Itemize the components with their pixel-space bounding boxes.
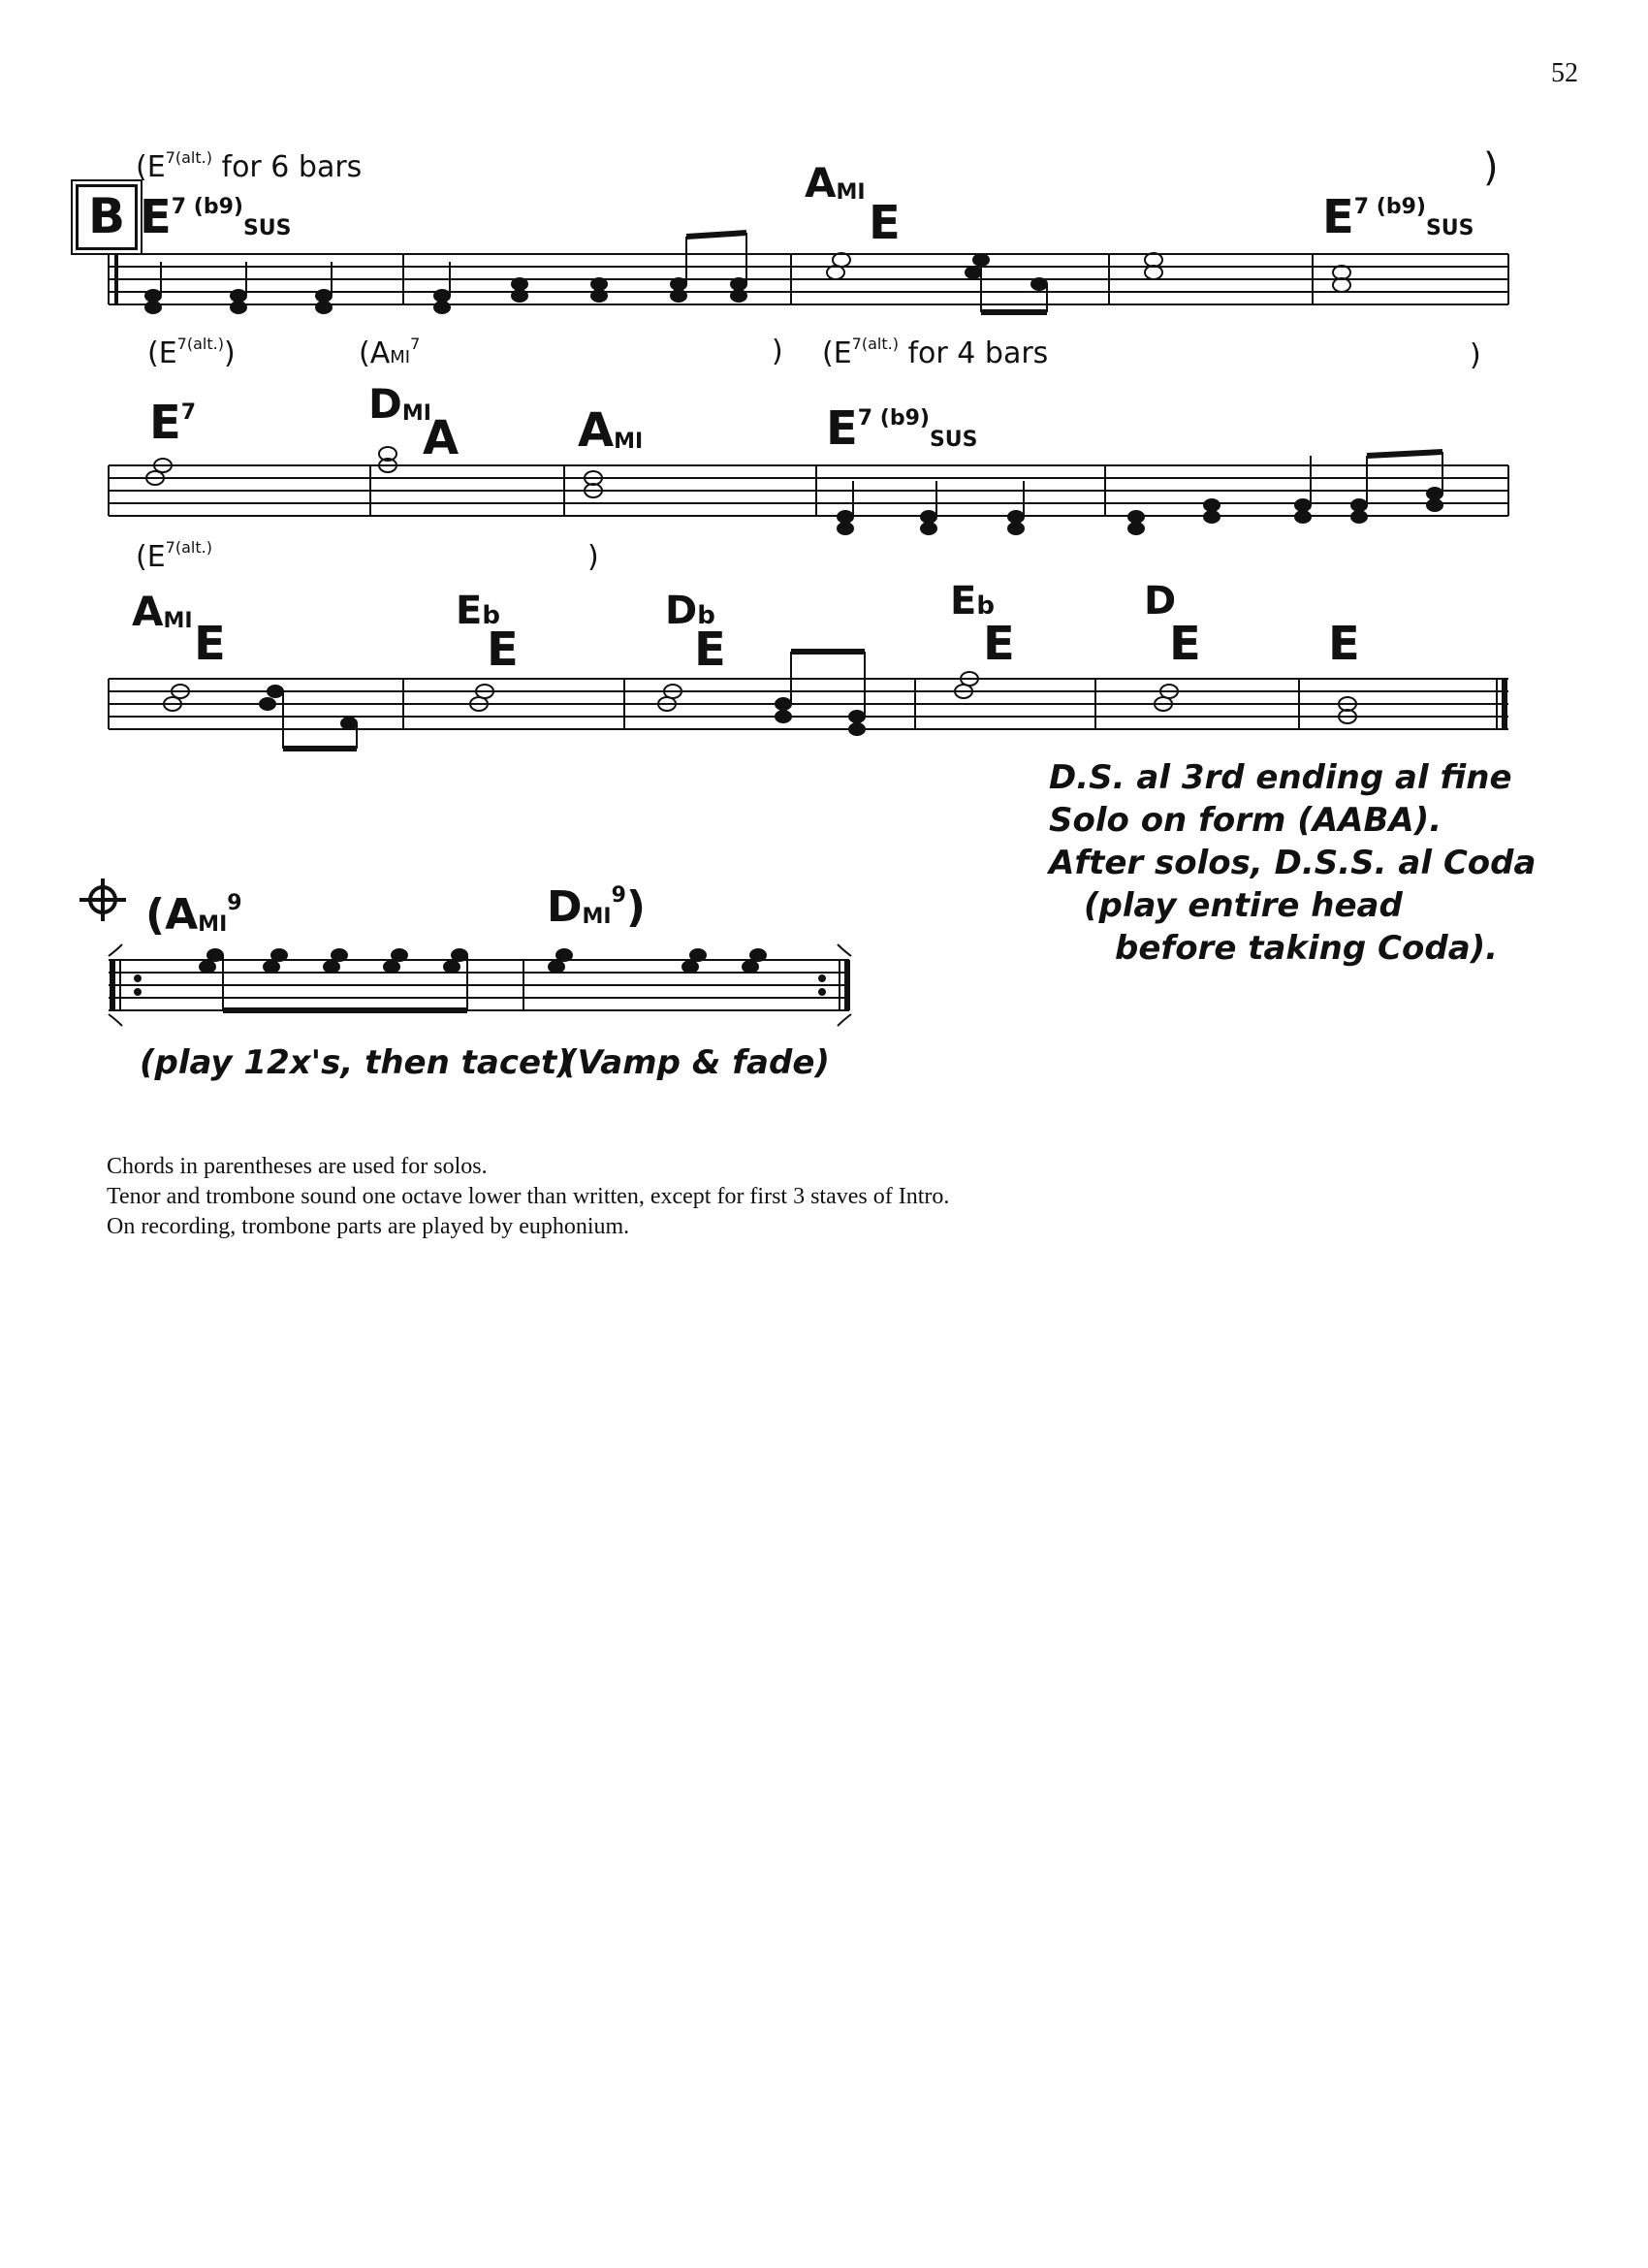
chord-e-slash: E (694, 623, 726, 677)
instruction-line: (play entire head (1084, 886, 1403, 925)
chord-e-slash: E (983, 617, 1015, 671)
chord-e: E (1328, 617, 1360, 671)
footnote: Tenor and trombone sound one octave lower than written, except for first 3 staves of Intro. (107, 1184, 950, 1209)
instruction-line: before taking Coda). (1115, 929, 1499, 968)
coda-label-play-12x: (play 12x's, then tacet) (140, 1043, 572, 1082)
chord-e-slash: E (869, 196, 901, 250)
chord-e7sus-b9: $E^{7 (b9)}_{SUS}$ (140, 190, 292, 244)
notes-system-1 (145, 233, 1350, 313)
chord-db: Db (665, 589, 715, 633)
page-number: 52 (1551, 58, 1578, 88)
coda-label-vamp-fade: (Vamp & fade) (562, 1043, 830, 1082)
solo-chord-e7alt-6bars: ($E^{7(alt.)}$ for 6 bars (136, 148, 363, 184)
solo-close-paren: ) (1483, 145, 1499, 190)
solo-chord-e7alt: $(E^{7(alt.)})$ (147, 335, 236, 370)
solo-close-paren: ) (587, 540, 599, 574)
solo-chord-e7alt-4bars: ($E^{7(alt.)}$ for 4 bars (822, 335, 1049, 370)
footnote: Chords in parentheses are used for solos. (107, 1154, 488, 1179)
chord-e7: $E^7$ (149, 396, 197, 450)
chord-e-slash: E (1169, 617, 1201, 671)
chord-e7sus-b9-2: $E^{7 (b9)}_{SUS}$ (1322, 190, 1474, 244)
coda-symbol (79, 878, 126, 921)
solo-close-paren: ) (772, 335, 783, 368)
coda-chord-dmi9: $D_{MI}^9$) (547, 882, 647, 932)
solo-chord-e7alt: ($E^{7(alt.)}$ (136, 538, 212, 574)
chord-e7sus-b9: $E^{7 (b9)}_{SUS}$ (826, 401, 978, 456)
chord-e-slash: E (194, 617, 226, 671)
chord-e-slash: E (487, 623, 519, 677)
solo-close-paren: ) (1470, 338, 1481, 372)
chord-eb: Eb (456, 589, 500, 633)
chord-a-slash: A (423, 411, 460, 465)
rehearsal-mark-b: B (76, 184, 138, 250)
solo-chord-ami7: (AMI$^7$ (359, 335, 421, 370)
instruction-line: After solos, D.S.S. al Coda (1049, 844, 1537, 882)
staff-system-3 (109, 679, 1508, 729)
chord-ami: $A_{MI}$ (132, 588, 193, 635)
instruction-line: Solo on form (AABA). (1049, 801, 1442, 840)
chord-eb: Eb (950, 579, 995, 623)
chord-ami: $A_{MI}$ (578, 403, 644, 458)
chord-ami: $A_{MI}$ (805, 159, 866, 207)
instruction-line: D.S. al 3rd ending al fine (1049, 758, 1512, 797)
notes-system-3 (164, 652, 1356, 749)
footnote: On recording, trombone parts are played by euphonium. (107, 1214, 630, 1239)
notes-coda (135, 949, 825, 1010)
chord-dmi: $D_{MI}$ (368, 380, 431, 428)
coda-chord-ami9: ($A_{MI}^9$ (145, 890, 242, 940)
chord-d: D (1144, 579, 1177, 623)
